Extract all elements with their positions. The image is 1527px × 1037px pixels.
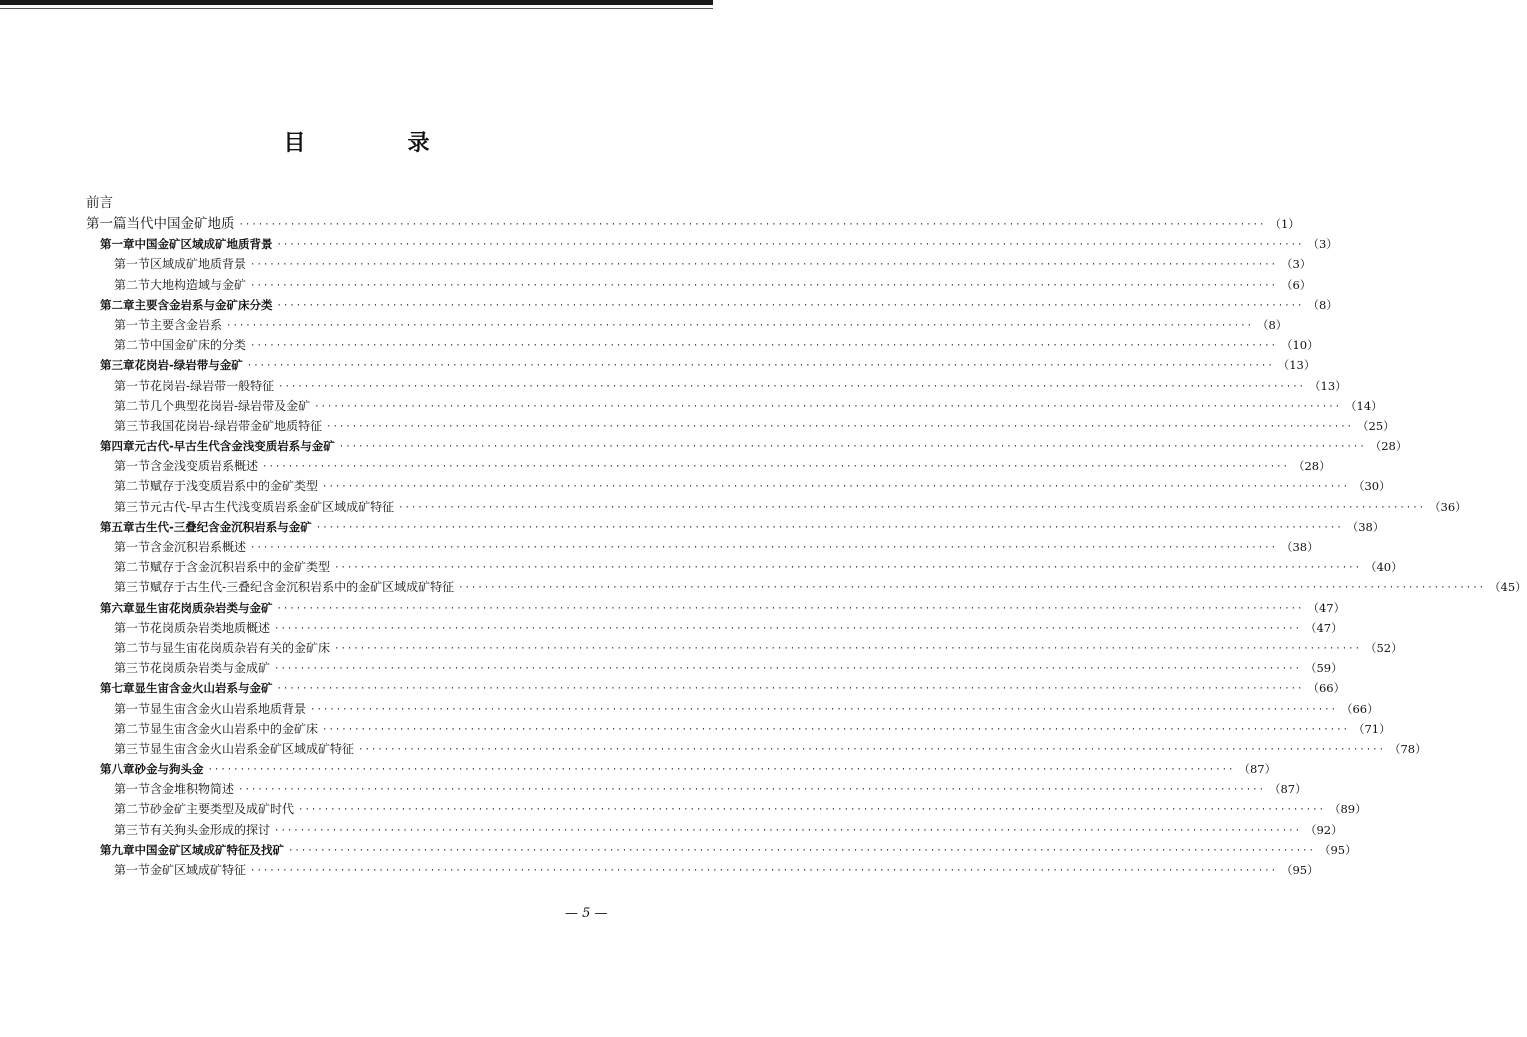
toc-entry-number: 第六章 bbox=[100, 600, 135, 615]
dot-leader: ································································································································································ bbox=[207, 765, 1235, 776]
toc-section-entry[interactable] bbox=[86, 699, 1379, 719]
toc-entry-page: （6） bbox=[1280, 277, 1312, 292]
dot-leader: ································································································································································ bbox=[334, 643, 1361, 654]
toc-entry-page: （3） bbox=[1280, 257, 1312, 272]
toc-entry-number: 第一节 bbox=[114, 540, 151, 554]
toc-entry-number: 第一节 bbox=[114, 257, 151, 272]
page-number: — 5 — bbox=[565, 906, 608, 921]
toc-entry-title: 金矿区域成矿特征 bbox=[150, 863, 247, 877]
toc-entry-title: 当代中国金矿地质 bbox=[126, 216, 235, 232]
dot-leader: ································································································································································ bbox=[398, 502, 1426, 513]
toc-entry-title: 几个典型花岗岩-绿岩带及金矿 bbox=[150, 398, 311, 413]
dot-leader: ································································································································································ bbox=[238, 785, 1265, 796]
toc-entry-page: （92） bbox=[1304, 822, 1343, 837]
toc-entry-number: 第一节 bbox=[114, 701, 151, 716]
toc-section-entry[interactable] bbox=[86, 860, 1319, 880]
dot-leader: ································································································································································ bbox=[250, 866, 1277, 876]
toc-entry-page: （38） bbox=[1346, 519, 1385, 534]
dot-leader: ································································································································································ bbox=[274, 664, 1301, 675]
toc-section-entry[interactable] bbox=[86, 456, 1331, 476]
toc-section-entry[interactable] bbox=[86, 820, 1343, 840]
toc-chapter-entry[interactable] bbox=[86, 840, 1357, 860]
toc-chapter-entry[interactable] bbox=[86, 234, 1338, 254]
toc-entry-page: （47） bbox=[1304, 620, 1343, 635]
toc-entry-number: 第二节 bbox=[114, 479, 151, 494]
toc-entry-page: （59） bbox=[1304, 661, 1343, 676]
toc-entry-title: 花岗质杂岩类与金成矿 bbox=[150, 661, 271, 676]
toc-entry-title: 含金沉积岩系概述 bbox=[150, 540, 247, 554]
dot-leader: ································································································································································ bbox=[322, 482, 1349, 493]
toc-chapter-entry[interactable] bbox=[86, 295, 1338, 315]
toc-entry-page: （87） bbox=[1268, 782, 1307, 797]
page-title: 目 录 bbox=[283, 131, 470, 156]
dot-leader: ································································································································································ bbox=[274, 623, 1301, 634]
toc-entry-title: 中国金矿区域成矿地质背景 bbox=[134, 237, 273, 252]
toc-entry-title: 显生宙含金火山岩系中的金矿床 bbox=[150, 721, 319, 736]
toc-entry-page: （8） bbox=[1256, 317, 1288, 332]
dot-leader: ································································································································································ bbox=[250, 280, 1277, 291]
toc-entry-page: （87） bbox=[1238, 762, 1277, 777]
toc-entry-number: 第一篇 bbox=[86, 216, 127, 232]
dot-leader: ································································································································································ bbox=[250, 260, 1277, 271]
toc-entry-title: 花岗岩-绿岩带一般特征 bbox=[150, 378, 275, 393]
toc-entry-page: （30） bbox=[1352, 479, 1391, 494]
toc-entry-number: 第一节 bbox=[114, 620, 151, 635]
dot-leader: ································································································································································ bbox=[250, 341, 1277, 352]
toc-entry-title: 花岗岩-绿岩带与金矿 bbox=[134, 358, 243, 373]
toc-entries bbox=[86, 214, 1527, 880]
toc-entry-title: 我国花岗岩-绿岩带金矿地质特征 bbox=[150, 418, 323, 433]
toc-entry-number: 第二节 bbox=[114, 721, 151, 736]
toc-entry-page: （1） bbox=[1269, 217, 1300, 231]
dot-leader: ································································································································································ bbox=[238, 220, 1266, 230]
toc-entry-title: 与显生宙花岗质杂岩有关的金矿床 bbox=[150, 640, 331, 655]
toc-entry-number: 第三节 bbox=[114, 418, 151, 433]
toc-entry-title: 砂金矿主要类型及成矿时代 bbox=[150, 802, 295, 817]
toc-section-entry[interactable] bbox=[86, 537, 1319, 557]
toc-entry-number: 第二节 bbox=[114, 277, 151, 292]
toc-entry-number: 第一章 bbox=[100, 237, 135, 252]
toc-entry-number: 第三节 bbox=[114, 741, 151, 756]
dot-leader: ································································································································································ bbox=[262, 462, 1289, 473]
toc-entry-number: 第一节 bbox=[114, 317, 151, 332]
toc-entry-number: 第三节 bbox=[114, 822, 151, 837]
toc-section-entry[interactable] bbox=[86, 416, 1395, 436]
table-of-contents bbox=[86, 192, 1527, 880]
dot-leader: ································································································································································ bbox=[276, 300, 1304, 311]
toc-entry-page: （71） bbox=[1352, 721, 1391, 736]
toc-entry-number: 第二节 bbox=[114, 640, 151, 655]
toc-entry-number: 第一节 bbox=[114, 459, 151, 474]
toc-section-entry[interactable] bbox=[86, 557, 1403, 577]
dot-leader: ································································································································································ bbox=[314, 401, 1342, 412]
toc-entry-title: 砂金与狗头金 bbox=[134, 762, 204, 777]
toc-entry-number: 第二节 bbox=[114, 338, 151, 353]
toc-part-entry[interactable] bbox=[86, 214, 1300, 234]
dot-leader: ································································································································································ bbox=[322, 724, 1349, 735]
dot-leader: ································································································································································ bbox=[226, 320, 1253, 331]
toc-entry-title: 主要含金岩系与金矿床分类 bbox=[134, 297, 273, 312]
toc-section-entry[interactable] bbox=[86, 638, 1403, 658]
toc-entry-title: 有关狗头金形成的探讨 bbox=[150, 822, 271, 837]
toc-section-entry[interactable] bbox=[86, 396, 1383, 416]
toc-entry-title: 古生代-三叠纪含金沉积岩系与金矿 bbox=[134, 519, 312, 534]
toc-entry-page: （95） bbox=[1318, 842, 1357, 857]
toc-chapter-entry[interactable] bbox=[86, 517, 1385, 537]
toc-entry-title: 元古代-早古生代含金浅变质岩系与金矿 bbox=[134, 439, 335, 454]
toc-entry-title: 显生宙含金火山岩系与金矿 bbox=[134, 681, 273, 696]
dot-leader: ································································································································································ bbox=[276, 603, 1304, 614]
toc-section-entry[interactable] bbox=[86, 779, 1307, 799]
dot-leader: ································································································································································ bbox=[310, 704, 1337, 715]
toc-entry-page: （8） bbox=[1307, 297, 1338, 312]
dot-leader: ································································································································································ bbox=[315, 522, 1343, 533]
toc-entry-page: （25） bbox=[1357, 418, 1395, 433]
toc-section-entry[interactable] bbox=[86, 335, 1319, 355]
toc-section-entry[interactable] bbox=[86, 315, 1288, 335]
dot-leader: ································································································································································ bbox=[278, 381, 1306, 392]
toc-section-entry[interactable] bbox=[86, 719, 1391, 739]
toc-entry-page: （28） bbox=[1292, 459, 1331, 474]
toc-section-entry[interactable] bbox=[86, 376, 1347, 396]
toc-entry-title: 显生宙含金火山岩系金矿区域成矿特征 bbox=[150, 741, 355, 756]
toc-entry-page: （66） bbox=[1307, 681, 1346, 696]
toc-entry-title: 赋存于浅变质岩系中的金矿类型 bbox=[150, 479, 319, 494]
toc-entry-title: 中国金矿床的分类 bbox=[150, 338, 247, 353]
toc-entry-number: 第二节 bbox=[114, 802, 151, 817]
dot-leader: ································································································································································ bbox=[338, 442, 1366, 453]
toc-entry-number: 第三节 bbox=[114, 580, 151, 595]
toc-entry-number: 第一节 bbox=[114, 782, 151, 797]
toc-entry-number: 第二节 bbox=[114, 398, 151, 413]
toc-preface-label: 前言 bbox=[86, 195, 113, 211]
dot-leader: ································································································································································ bbox=[276, 240, 1304, 251]
toc-section-entry[interactable] bbox=[86, 254, 1312, 274]
toc-chapter-entry[interactable] bbox=[86, 355, 1316, 375]
toc-entry-page: （28） bbox=[1369, 439, 1408, 454]
dot-leader: ································································································································································ bbox=[326, 421, 1354, 432]
toc-entry-page: （40） bbox=[1364, 560, 1403, 575]
toc-entry-number: 第八章 bbox=[100, 762, 135, 777]
toc-entry-page: （10） bbox=[1280, 338, 1319, 353]
toc-entry-title: 赋存于古生代-三叠纪含金沉积岩系中的金矿区域成矿特征 bbox=[150, 580, 455, 595]
toc-entry-number: 第三节 bbox=[114, 499, 151, 514]
toc-entry-number: 第三节 bbox=[114, 661, 151, 676]
top-border-rule bbox=[0, 0, 713, 5]
toc-entry-number: 第一节 bbox=[114, 863, 151, 877]
toc-entry-page: （95） bbox=[1280, 863, 1319, 877]
toc-entry-title: 主要含金岩系 bbox=[150, 317, 223, 332]
toc-entry-page: （3） bbox=[1307, 237, 1338, 252]
toc-entry-number: 第五章 bbox=[100, 519, 135, 534]
toc-entry-number: 第四章 bbox=[100, 439, 135, 454]
toc-section-entry[interactable] bbox=[86, 275, 1312, 295]
toc-entry-title: 区域成矿地质背景 bbox=[150, 257, 247, 272]
toc-entry-page: （45） bbox=[1489, 580, 1527, 595]
dot-leader: ································································································································································ bbox=[276, 684, 1304, 695]
toc-preface[interactable] bbox=[86, 192, 646, 214]
toc-entry-title: 大地构造域与金矿 bbox=[150, 277, 247, 292]
toc-entry-title: 显生宙含金火山岩系地质背景 bbox=[150, 701, 307, 716]
toc-section-entry[interactable] bbox=[86, 476, 1391, 496]
toc-section-entry[interactable] bbox=[86, 497, 1467, 517]
toc-entry-number: 第一节 bbox=[114, 378, 151, 393]
toc-section-entry[interactable] bbox=[86, 618, 1343, 638]
toc-entry-title: 花岗质杂岩类地质概述 bbox=[150, 620, 271, 635]
top-border-hairline bbox=[0, 8, 713, 9]
toc-entry-page: （89） bbox=[1328, 802, 1367, 817]
toc-entry-title: 含金堆积物简述 bbox=[150, 782, 235, 797]
toc-section-entry[interactable] bbox=[86, 799, 1367, 819]
toc-entry-title: 含金浅变质岩系概述 bbox=[150, 459, 259, 474]
toc-entry-page: （66） bbox=[1340, 701, 1379, 716]
dot-leader: ································································································································································ bbox=[358, 744, 1385, 755]
toc-entry-number: 第二节 bbox=[114, 560, 151, 575]
toc-entry-title: 显生宙花岗质杂岩类与金矿 bbox=[134, 600, 273, 615]
toc-entry-page: （78） bbox=[1388, 741, 1427, 756]
toc-entry-page: （52） bbox=[1364, 640, 1403, 655]
toc-entry-page: （36） bbox=[1429, 499, 1467, 514]
toc-chapter-entry[interactable] bbox=[86, 598, 1346, 618]
toc-section-entry[interactable] bbox=[86, 577, 1527, 597]
dot-leader: ································································································································································ bbox=[458, 583, 1486, 594]
dot-leader: ································································································································································ bbox=[298, 805, 1325, 816]
toc-entry-number: 第九章 bbox=[100, 842, 135, 857]
dot-leader: ································································································································································ bbox=[274, 825, 1301, 836]
toc-section-entry[interactable] bbox=[86, 658, 1343, 678]
dot-leader: ································································································································································ bbox=[246, 361, 1274, 372]
toc-entry-title: 赋存于含金沉积岩系中的金矿类型 bbox=[150, 560, 331, 575]
dot-leader: ································································································································································ bbox=[288, 845, 1315, 856]
toc-section-entry[interactable] bbox=[86, 739, 1427, 759]
toc-entry-page: （14） bbox=[1345, 398, 1383, 413]
toc-entry-page: （13） bbox=[1309, 378, 1347, 393]
toc-entry-page: （47） bbox=[1307, 600, 1346, 615]
toc-entry-number: 第三章 bbox=[100, 358, 135, 373]
toc-entry-number: 第七章 bbox=[100, 681, 135, 696]
dot-leader: ································································································································································ bbox=[334, 563, 1361, 574]
toc-entry-number: 第二章 bbox=[100, 297, 135, 312]
toc-entry-title: 元古代-早古生代浅变质岩系金矿区域成矿特征 bbox=[150, 499, 395, 514]
toc-chapter-entry[interactable] bbox=[86, 436, 1408, 456]
toc-chapter-entry[interactable] bbox=[86, 759, 1277, 779]
toc-entry-page: （38） bbox=[1280, 540, 1319, 554]
toc-entry-page: （13） bbox=[1277, 358, 1316, 373]
dot-leader: ································································································································································ bbox=[250, 543, 1277, 553]
toc-entry-title: 中国金矿区域成矿特征及找矿 bbox=[134, 842, 284, 857]
toc-chapter-entry[interactable] bbox=[86, 678, 1346, 698]
